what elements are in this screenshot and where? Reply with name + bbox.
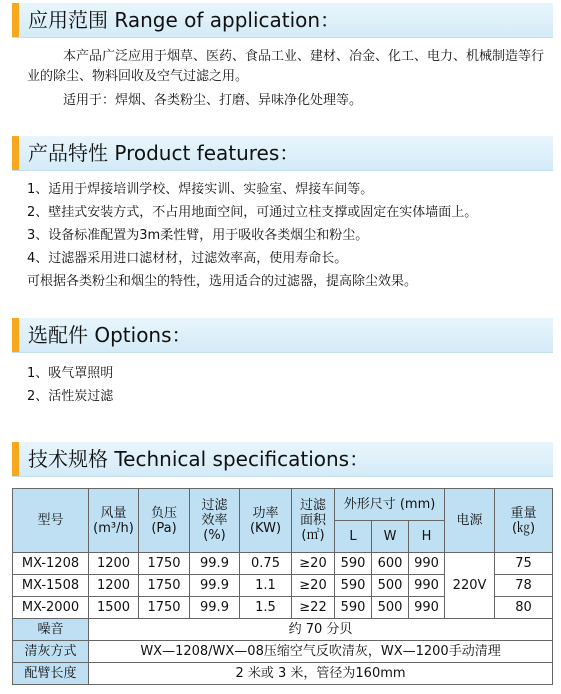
cleaning-value: WX—1208/WX—08压缩空气反吹清灰，WX—1200手动清理: [89, 641, 553, 663]
cell-pressure: 1750: [139, 575, 190, 597]
cell-model: MX-1508: [13, 575, 89, 597]
header-efficiency: 过滤 效率 (%): [190, 489, 240, 553]
cell-airflow: 1200: [89, 575, 139, 597]
accent-bar: [12, 136, 19, 170]
cell-airflow: 1500: [89, 597, 139, 619]
accent-bar: [12, 3, 19, 37]
application-paragraph: 本产品广泛应用于烟草、医药、食品工业、建材、冶金、化工、电力、机械制造等行业的除尘、物料回收及空气过滤之用。: [27, 49, 545, 84]
header-weight: 重量 (㎏): [495, 489, 553, 553]
accent-bar: [12, 318, 19, 352]
header-h: H: [409, 521, 445, 553]
cell-weight: 80: [495, 597, 553, 619]
header-airflow: 风量 (m³/h): [89, 489, 139, 553]
application-usage: 适用于：焊烟、各类粉尘、打磨、异味净化处理等。: [63, 93, 363, 108]
cell-power: 1.5: [240, 597, 292, 619]
features-list: [27, 178, 477, 293]
cell-efficiency: 99.9: [190, 597, 240, 619]
list-item: 3、设备标准配置为3m柔性臂，用于吸收各类烟尘和粉尘。: [27, 228, 369, 243]
cell-l: 590: [335, 597, 372, 619]
list-item: 2、壁挂式安装方式，不占用地面空间，可通过立柱支撑或固定在实体墙面上。: [27, 205, 478, 220]
cell-pressure: 1750: [139, 597, 190, 619]
cell-model: MX-1208: [13, 553, 89, 575]
options-list: [27, 362, 113, 408]
table-row: [13, 663, 553, 685]
cell-airflow: 1200: [89, 553, 139, 575]
section-title: 应用范围 Range of application：: [28, 8, 341, 32]
cleaning-label: 清灰方式: [13, 641, 89, 663]
cell-area: ≥20: [292, 575, 335, 597]
list-item: 可根据各类粉尘和烟尘的特性，选用适合的过滤器，提高除尘效果。: [27, 274, 418, 289]
section-header-application: [12, 3, 553, 38]
cell-pressure: 1750: [139, 553, 190, 575]
cell-power: 1.1: [240, 575, 292, 597]
noise-label: 噪音: [13, 619, 89, 641]
list-item: 4、过滤器采用进口滤材材，过滤效率高，使用寿命长。: [27, 251, 348, 266]
header-voltage: 电源: [445, 489, 495, 553]
header-model: 型号: [13, 489, 89, 553]
cell-efficiency: 99.9: [190, 575, 240, 597]
cell-l: 590: [335, 575, 372, 597]
cell-w: 500: [372, 575, 409, 597]
table-row: [13, 641, 553, 663]
cell-efficiency: 99.9: [190, 553, 240, 575]
cell-power: 0.75: [240, 553, 292, 575]
cell-area: ≥20: [292, 553, 335, 575]
section-header-specs: [12, 442, 553, 477]
section-title: 产品特性 Product features：: [28, 141, 300, 165]
cell-voltage: 220V: [445, 553, 495, 619]
header-pressure: 负压 (Pa): [139, 489, 190, 553]
list-item: 1、适用于焊接培训学校、焊接实训、实验室、焊接车间等。: [27, 182, 374, 197]
cell-l: 590: [335, 553, 372, 575]
pipe-value: 2 米或 3 米，管径为160mm: [89, 663, 553, 685]
header-dimensions: 外形尺寸 (mm): [335, 489, 445, 521]
header-area: 过滤 面积 (㎡): [292, 489, 335, 553]
header-w: W: [372, 521, 409, 553]
cell-w: 600: [372, 553, 409, 575]
cell-h: 990: [409, 553, 445, 575]
header-power: 功率 (KW): [240, 489, 292, 553]
list-item: 2、活性炭过滤: [27, 389, 114, 404]
cell-weight: 75: [495, 553, 553, 575]
table-row: [13, 553, 553, 575]
cell-model: MX-2000: [13, 597, 89, 619]
cell-h: 990: [409, 575, 445, 597]
section-title: 选配件 Options：: [28, 323, 192, 347]
noise-value: 约 70 分贝: [89, 619, 553, 641]
cell-h: 990: [409, 597, 445, 619]
header-l: L: [335, 521, 372, 553]
table-row: [13, 619, 553, 641]
pipe-label: 配臂长度: [13, 663, 89, 685]
section-header-options: [12, 318, 553, 353]
list-item: 1、吸气罩照明: [27, 366, 114, 381]
accent-bar: [12, 442, 19, 476]
cell-weight: 78: [495, 575, 553, 597]
spec-table: [12, 488, 553, 685]
section-header-features: [12, 136, 553, 171]
cell-area: ≥22: [292, 597, 335, 619]
section-title: 技术规格 Technical specifications：: [28, 447, 370, 471]
cell-w: 500: [372, 597, 409, 619]
